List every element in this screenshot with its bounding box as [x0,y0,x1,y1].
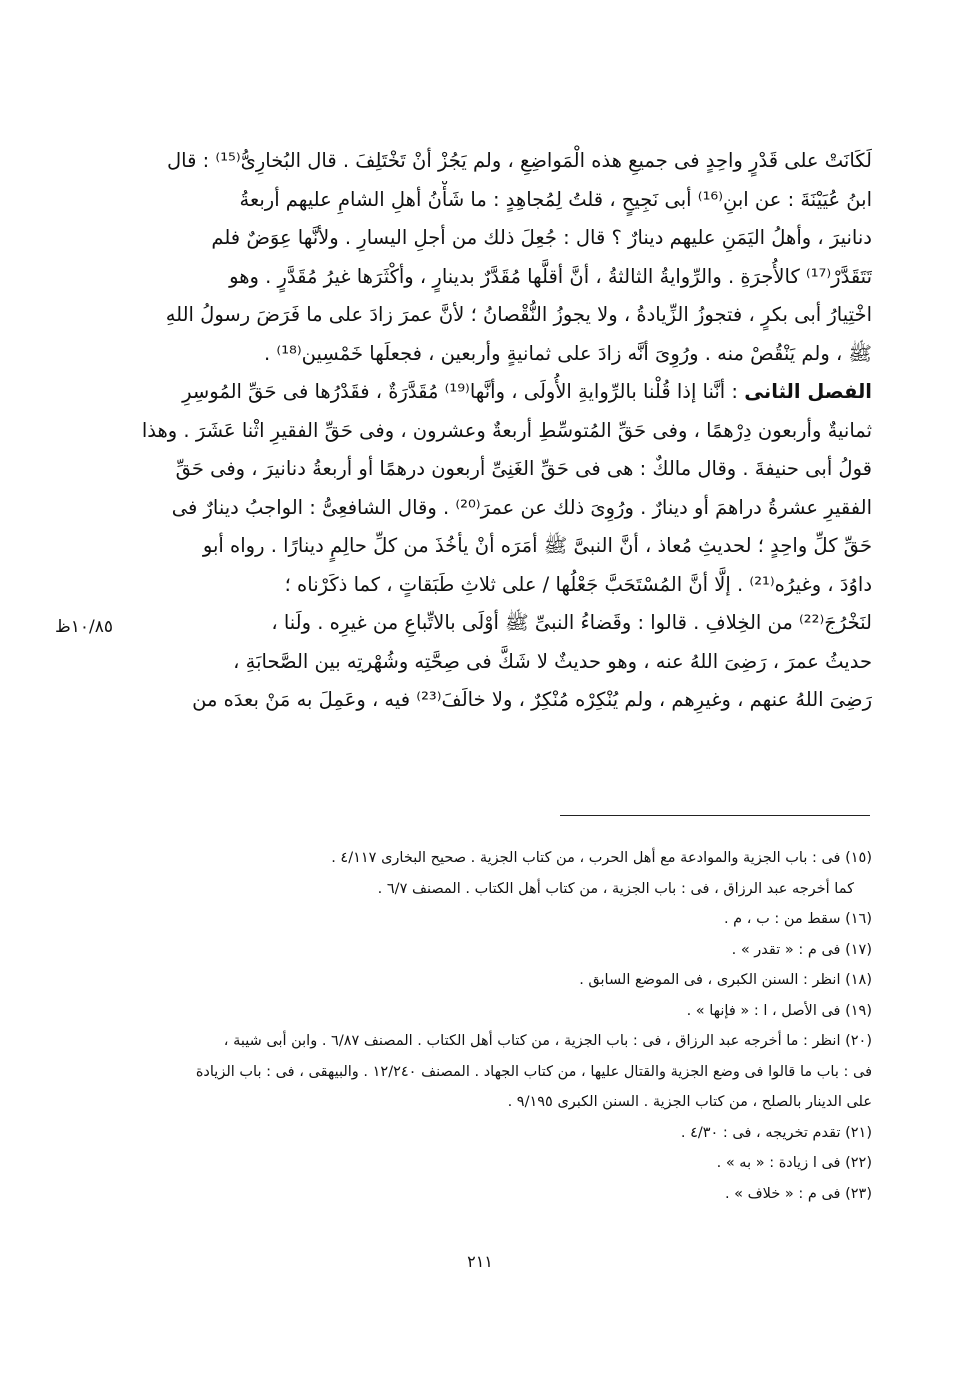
main-text [132,142,872,720]
footnote-line: (١٩) فى الأصل ، ا : « فإنها » . [686,1002,872,1019]
text-line: الفقيرِ عشرةُ دراهمَ أو دينارٌ . ورُوِىَ ذلك عن عمرَ⁽²⁰⁾ . وقال الشافعِىُّ : الواجبُ دينارٌ فى [171,495,872,519]
footnote-line: (٢١) تقدم تخريجه ، فى : ٤/٣٠ . [680,1124,872,1141]
text-line: قولُ أبى حنيفةَ . وقال مالكٌ : هى فى حَقِّ الغَنِىِّ أربعون درهمًا أو أربعةُ دنانيرَ ، وفى حَقِّ [175,457,872,480]
footnote-line: (٢٣) فى م : « خلاف » . [724,1185,872,1202]
footnote-line: (١٧) فى م : « تقدر » . [731,941,872,958]
footnote-line: فى : باب ما قالوا فى وضع الجزية والقتال عليها ، من كتاب الجهاد . المصنف ١٢/٢٤٠ . والبيهقى ، فى : باب الزيادة [195,1063,872,1080]
footnote-line: (١٨) انظر : السنن الكبرى ، فى الموضع السابق . [579,972,872,988]
footnote-line: على الدينار بالصلح ، من كتاب الجزية . السنن الكبرى ٩/١٩٥ . [507,1094,872,1110]
footnote-line: (١٦) سقط من : ب ، م . [723,911,872,927]
text-line: لنَخْرُجَ⁽²²⁾ من الخِلافِ . قالوا : وقَضاءُ النبىِّ ﷺ أوْلَى بالاتِّباعِ من غيرِه . ولَنا ، [271,611,872,634]
text-line: حديثُ عمرَ ، رَضِىَ اللهُ عنه ، وهو حديثٌ لا شَكَّ فى صِحَّتِه وشُهْرتِه بين الصَّحابَةِ ، [233,649,872,673]
section-heading: الفصل الثانى [744,380,872,403]
text-line: دنانيرَ ، وأهلُ اليَمَنِ عليهم دينارٌ ؟ قال : جُعِلَ ذلك من أجلِ اليسارِ . ولأنَّها عِوَضٌ فلم [211,226,872,249]
text-line: ابنُ عُيَيْنَةَ : عن ابنِ⁽¹⁶⁾ أبى نَجِيحٍ ، قلتُ لِمُجاهِدٍ : ما شَأْنُ أهلِ الشامِ عليهم أربعةُ [239,187,872,211]
text-line: داوُدَ ، وغيرُه⁽²¹⁾ . إلَّا أنَّ المُسْتَحَبَّ جَعْلُها / على ثلاثِ طَبَقاتٍ ، كما ذكَرْناه ؛ [284,572,872,596]
margin-folio-note: ١٠/٨٥ظ [55,617,113,637]
footnote-line: كما أخرجه عبد الرزاق ، فى : باب الجزية ، من كتاب أهل الكتاب . المصنف ٦/٧ . [377,880,854,897]
footnote-line: (٢٢) فى ا زيادة : « به » . [716,1155,872,1171]
section-first-line [132,373,872,412]
text-line: ﷺ ، ولم يَنْقُصْ منه . ورُوِىَ أنَّه زادَ على ثمانيةٍ وأربعين ، فجعلَها خَمْسِين⁽¹⁸⁾ . [264,341,872,365]
text-line: تَتَقَدَّرْ⁽¹⁷⁾ كالأُجرَةِ . والرِّوايةُ الثالثةُ ، أنَّ أقلَّها مُقَدَّرٌ بدينارٍ ، وأكْثَرَها غيرُ مُقَدَّرٍ . وهو [229,264,872,288]
page-number: ٢١١ [467,1252,493,1271]
section-first-line-text: : أنَّنا إذا قُلْنا بالرِّوايةِ الأُولَى ، وأنَّها⁽¹⁹⁾ مُقَدَّرَةٌ ، فقَدْرُها فى حَقِّ المُوسِرِ [182,380,738,403]
text-line: حَقِّ كلِّ واحِدٍ ؛ لحديثِ مُعاذ ، أنَّ النبىَّ ﷺ أمَرَه أنْ يأخُذَ من كلِّ حالِمٍ دينارًا . رواه أبو [202,534,872,557]
text-line: لَكَانَتْ على قَدْرٍ واحِدٍ فى جميعِ هذه الْمَواضِعِ ، ولم يَجُزْ أنْ تَخْتَلِفَ . قال البُخارِىُّ⁽¹⁵⁾ : قال [167,149,872,172]
text-line: اخْتِيارُ أبى بكرٍ ، فتجوزُ الزِّيادةُ ، ولا يجوزُ النُّقْصانُ ؛ لأنَّ عمرَ زادَ على ما فَرَضَ رسولُ اللهِ [165,303,872,326]
footnotes [132,843,872,1209]
footnote-line: (١٥) فى : باب الجزية والموادعة مع أهل الحرب ، من كتاب الجزية . صحيح البخارى ٤/١١٧ . [331,850,872,866]
text-line: رَضِىَ اللهُ عنهم ، وغيرِهم ، ولم يُنْكِرْه مُنْكِرٌ ، ولا خالَفَ⁽²³⁾ فيه ، وعَمِلَ به مَنْ بعدَه من [192,688,872,711]
footnote-divider [560,815,870,816]
footnote-line: (٢٠) انظر : ما أخرجه عبد الرزاق ، فى : باب الجزية ، من كتاب أهل الكتاب . المصنف ٦/٨٧ . وابن أبى شيبة ، [223,1033,872,1049]
text-line: ثمانيةٌ وأربعون دِرْهمًا ، وفى حَقِّ المُتوسِّطِ أربعةٌ وعشرون ، وفى حَقِّ الفقيرِ اثْنا عَشَرَ . وهذا [141,418,872,442]
